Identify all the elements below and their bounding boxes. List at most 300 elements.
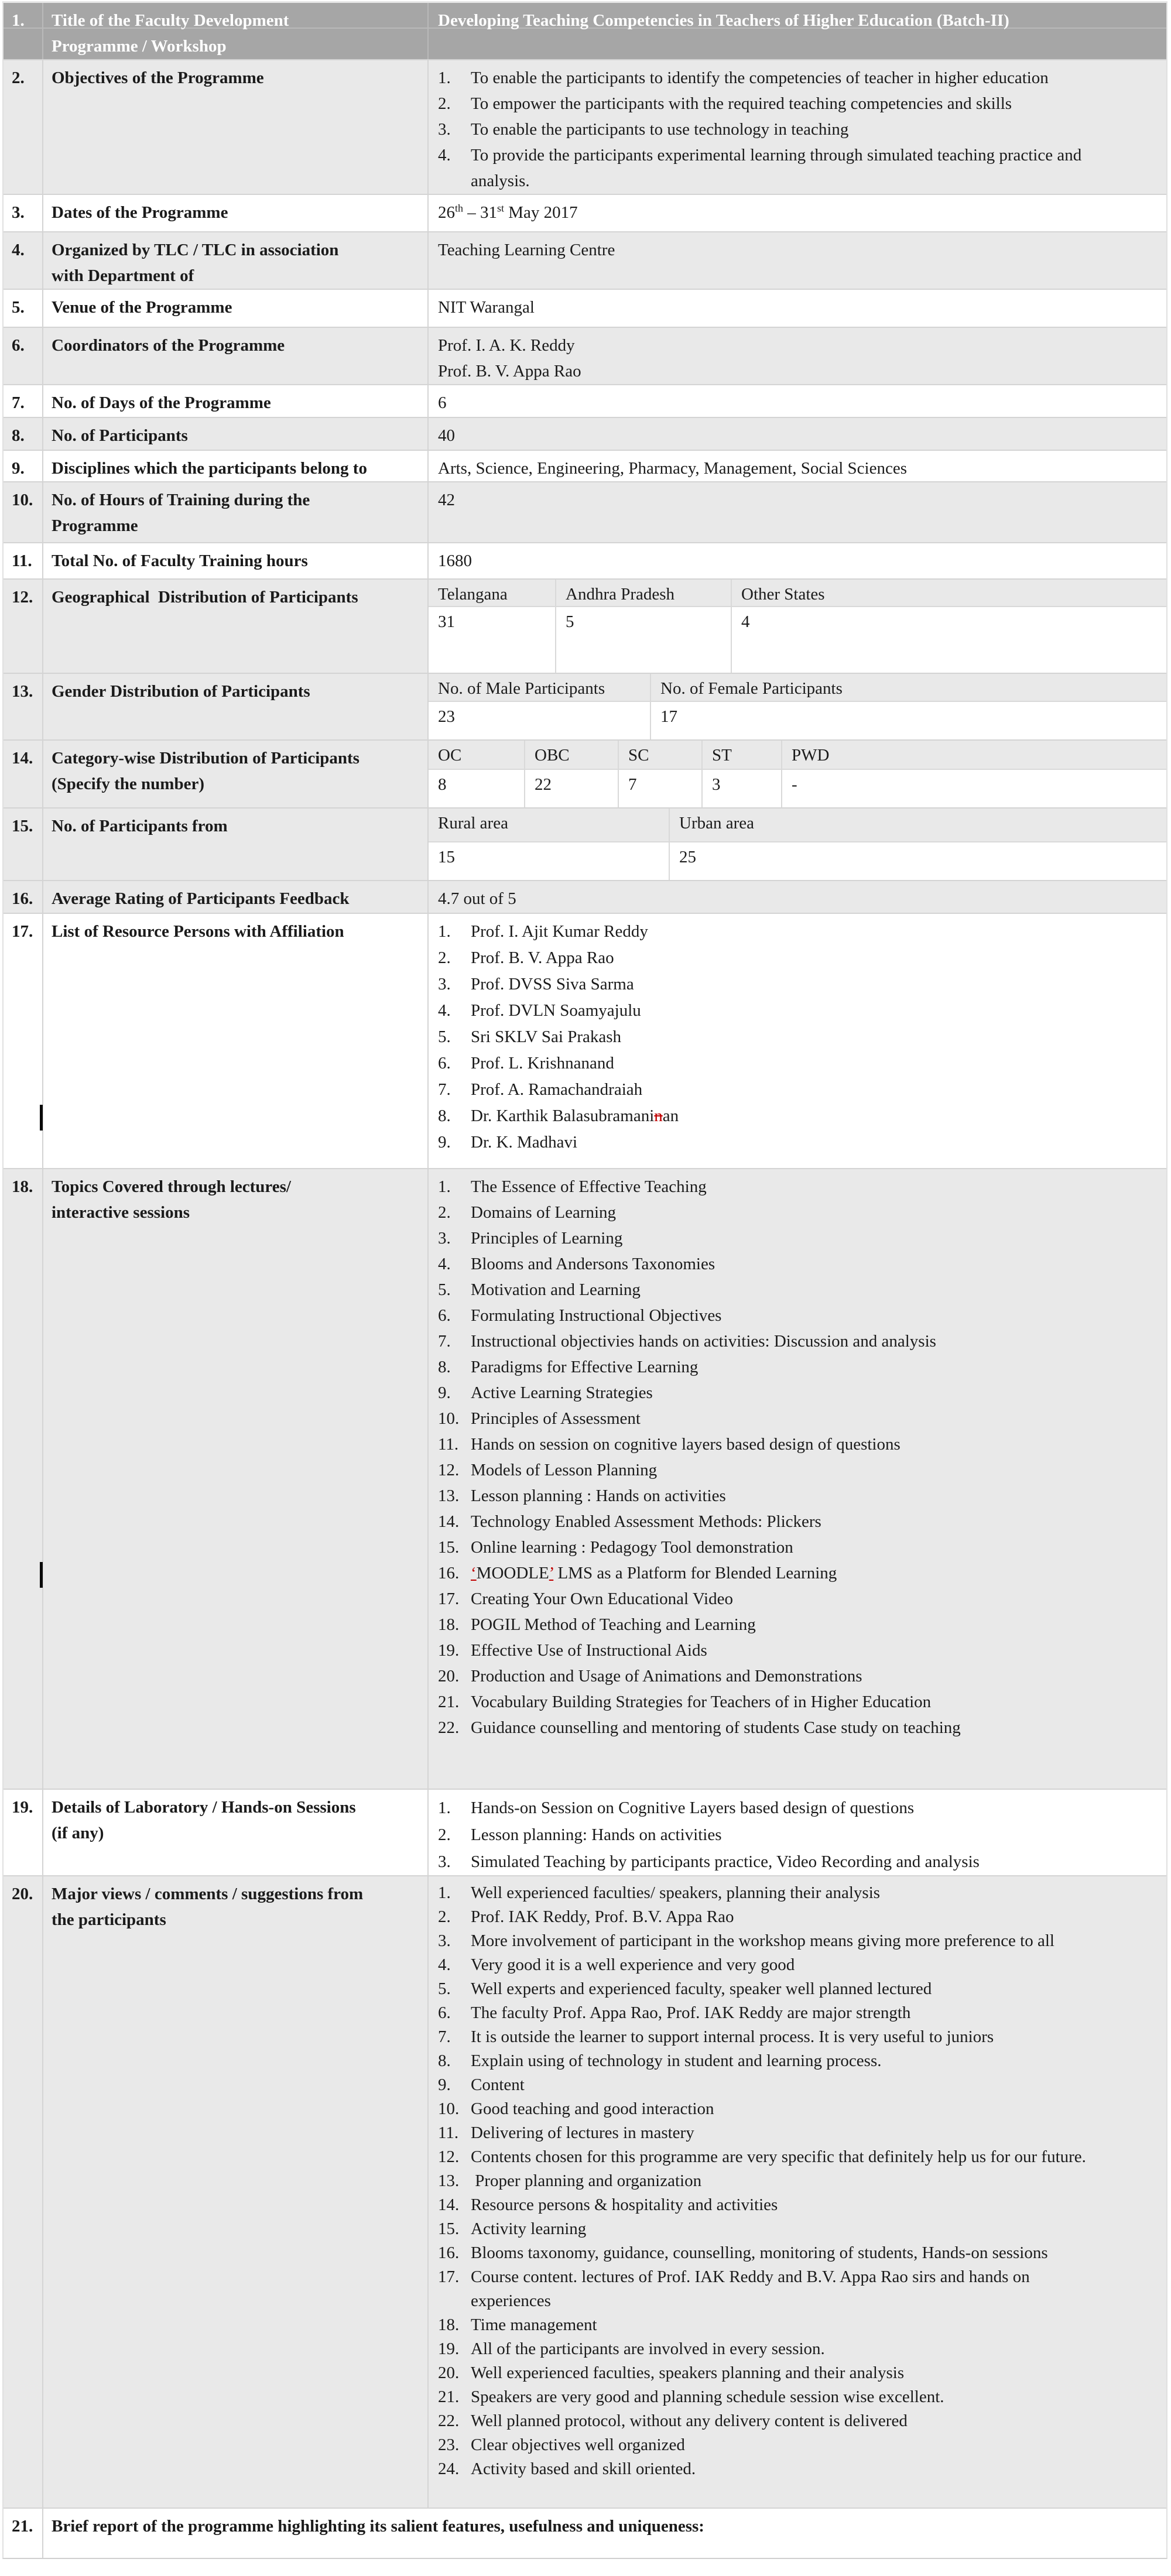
- list-item-text: POGIL Method of Teaching and Learning: [471, 1615, 756, 1634]
- list-item-text: Blooms taxonomy, guidance, counselling, monitoring of students, Hands-on sessions: [471, 2243, 1048, 2262]
- value-text: 6: [438, 393, 447, 412]
- list-item-number: 3.: [438, 1931, 451, 1950]
- list-item-number: 6.: [438, 1054, 451, 1073]
- value-list: [438, 65, 1157, 194]
- sub-table-header-row: [429, 674, 1166, 702]
- sub-table-header-cell: ST: [703, 741, 782, 769]
- report-table: [2, 1, 1167, 2559]
- list-item-text: To empower the participants with the required teaching competencies and skills: [471, 94, 1012, 113]
- list-item-number: 5.: [438, 1280, 451, 1299]
- list-item: [438, 1251, 1157, 1277]
- row-label: No. of Participants: [43, 418, 429, 450]
- sub-table-value-cell: 25: [679, 848, 696, 866]
- list-item-number: 10.: [438, 2099, 460, 2118]
- row-label: [43, 3, 429, 59]
- list-item-text: Explain using of technology in student and learning process.: [471, 2051, 882, 2070]
- list-item-text: Sri SKLV Sai Prakash: [471, 1027, 622, 1046]
- row-number: 11.: [4, 543, 43, 578]
- row-label-line: Category-wise Distribution of Participants: [52, 749, 359, 768]
- list-item-number: 13.: [438, 1486, 460, 1505]
- list-item: [438, 1509, 1157, 1534]
- change-bar: [40, 1105, 43, 1131]
- row-value: [429, 881, 1166, 913]
- list-item: [438, 1380, 1157, 1406]
- list-item: [438, 2073, 1157, 2097]
- row-label: Brief report of the programme highlighting its salient features, usefulness and uniqueness:: [52, 2517, 704, 2536]
- list-item: [438, 1689, 1157, 1715]
- list-item: [438, 1174, 1157, 1200]
- list-item-text: Creating Your Own Educational Video: [471, 1590, 733, 1608]
- list-item-text: Clear objectives well organized: [471, 2435, 685, 2454]
- list-item: [438, 1929, 1157, 1953]
- row-label: Total No. of Faculty Training hours: [43, 543, 429, 578]
- list-item-number: 22.: [438, 2411, 460, 2430]
- sub-table-header-row: [429, 809, 1166, 842]
- list-item-number: 8.: [438, 2051, 451, 2070]
- list-item: [438, 142, 1157, 194]
- sub-table-value-cell: -: [792, 775, 797, 794]
- row-value: [429, 543, 1166, 578]
- list-item-text: All of the participants are involved in every session.: [471, 2339, 825, 2358]
- row-label-line: the participants: [52, 1910, 166, 1929]
- list-item-number: 5.: [438, 1027, 451, 1046]
- list-item-number: 22.: [438, 1718, 460, 1737]
- list-item-number: 1.: [438, 1883, 451, 1902]
- text-run: st: [497, 202, 504, 214]
- list-item: [438, 1200, 1157, 1225]
- value-text: 40: [438, 426, 455, 445]
- list-item: [438, 2145, 1157, 2169]
- row-value: [429, 1876, 1166, 2508]
- list-item: [438, 1225, 1157, 1251]
- list-item-number: 4.: [438, 1955, 451, 1974]
- text-run: LMS as a Platform for Blended Learning: [553, 1564, 837, 1582]
- list-item-text: More involvement of participant in the workshop means giving more preference to all: [471, 1931, 1054, 1950]
- list-item-text: Paradigms for Effective Learning: [471, 1358, 699, 1376]
- list-item-text: Lesson planning: Hands on activities: [471, 1825, 722, 1844]
- list-item: [438, 1077, 1157, 1103]
- list-item-text: Principles of Learning: [471, 1229, 623, 1248]
- row-number: 18.: [4, 1169, 43, 1789]
- list-item-number: 3.: [438, 975, 451, 994]
- row-label: No. of Participants from: [43, 809, 429, 880]
- list-item-number: 6.: [438, 1306, 451, 1325]
- list-item-number: 10.: [438, 1409, 460, 1428]
- row-value: [429, 195, 1166, 231]
- list-item-text: Time management: [471, 2315, 597, 2334]
- list-item-number: 20.: [438, 2363, 460, 2382]
- list-item-number: 20.: [438, 1667, 460, 1686]
- sub-table-header-cell: OC: [429, 741, 525, 769]
- list-item-number: 7.: [438, 1332, 451, 1351]
- sub-table-value-row: [429, 842, 1166, 880]
- list-item: [438, 117, 1157, 142]
- text-run: an: [662, 1107, 679, 1125]
- list-item-number: 3.: [438, 120, 451, 139]
- table-row: [4, 417, 1166, 450]
- row-number: 1.: [4, 3, 43, 59]
- list-item: [438, 1848, 1157, 1875]
- row-value: [429, 1169, 1166, 1789]
- sub-table-value-cell: 8: [429, 770, 525, 807]
- list-item-text: It is outside the learner to support internal process. It is very useful to juniors: [471, 2027, 994, 2046]
- list-item-text: Prof. I. Ajit Kumar Reddy: [471, 922, 648, 941]
- row-label: [43, 482, 429, 542]
- table-row: [4, 739, 1166, 807]
- sub-table-value-row: [429, 702, 1166, 739]
- list-item-text: Activity based and skill oriented.: [471, 2459, 696, 2478]
- list-item-number: 21.: [438, 2387, 460, 2406]
- list-item: [438, 1483, 1157, 1509]
- list-item-text: Instructional objectivies hands on activities: Discussion and analysis: [471, 1332, 936, 1351]
- list-item: [438, 1612, 1157, 1638]
- row-number: 20.: [4, 1876, 43, 2508]
- sub-table-value-cell: 5: [556, 607, 732, 673]
- list-item-number: 18.: [438, 1615, 460, 1634]
- sub-table-header-cell: Urban area: [679, 814, 754, 833]
- row-number: 8.: [4, 418, 43, 450]
- value-text: NIT Warangal: [438, 298, 535, 317]
- row-label: No. of Days of the Programme: [43, 385, 429, 417]
- row-label: Average Rating of Participants Feedback: [43, 881, 429, 913]
- list-item: [438, 1560, 1157, 1586]
- list-item-number: 16.: [438, 2243, 460, 2262]
- list-item-number: 1.: [438, 1177, 451, 1196]
- list-item: [438, 1638, 1157, 1663]
- sub-table-value-cell: 3: [703, 770, 782, 807]
- list-item: [438, 1881, 1157, 1905]
- list-item-text: Dr. K. Madhavi: [471, 1133, 578, 1152]
- list-item-text: Well experienced faculties, speakers planning and their analysis: [471, 2363, 905, 2382]
- list-item-text: Active Learning Strategies: [471, 1383, 653, 1402]
- list-item-number: 9.: [438, 2075, 451, 2094]
- row-number: 3.: [4, 195, 43, 231]
- list-item: [438, 1457, 1157, 1483]
- sub-table: [429, 741, 1166, 807]
- row-label: Gender Distribution of Participants: [43, 674, 429, 739]
- list-item-text: Motivation and Learning: [471, 1280, 641, 1299]
- value-text: Arts, Science, Engineering, Pharmacy, Management, Social Sciences: [438, 459, 907, 478]
- list-item: [438, 2457, 1157, 2481]
- text-run: ‘: [471, 1564, 477, 1582]
- list-item-number: 24.: [438, 2459, 460, 2478]
- list-item-number: 13.: [438, 2171, 460, 2190]
- text-run: n: [654, 1107, 663, 1125]
- table-row: [4, 880, 1166, 913]
- list-item-text: Guidance counselling and mentoring of students Case study on teaching: [471, 1718, 961, 1737]
- list-item: [438, 1103, 1157, 1129]
- list-item-number: 4.: [438, 1001, 451, 1020]
- row-label-line: No. of Hours of Training during the: [52, 491, 310, 509]
- list-item: [438, 2385, 1157, 2409]
- row-label: Geographical Distribution of Participants: [43, 580, 429, 673]
- row-label-line: Title of the Faculty Development: [52, 11, 289, 30]
- list-item-text: Prof. L. Krishnanand: [471, 1054, 614, 1073]
- row-value: [429, 914, 1166, 1168]
- list-item-text: Formulating Instructional Objectives: [471, 1306, 722, 1325]
- list-item: [438, 1663, 1157, 1689]
- value-list: [438, 1794, 1157, 1875]
- row-label: [43, 1169, 429, 1789]
- table-row: [4, 3, 1166, 59]
- row-label: [43, 1876, 429, 2508]
- list-item-text: Models of Lesson Planning: [471, 1461, 658, 1479]
- list-item: [438, 2169, 1157, 2193]
- list-item: [438, 1328, 1157, 1354]
- list-item-number: 1.: [438, 1799, 451, 1817]
- row-value: [429, 232, 1166, 289]
- row-label: Disciplines which the participants belong to: [43, 451, 429, 481]
- list-item-text: Activity learning: [471, 2219, 587, 2238]
- text-run: th: [455, 202, 463, 214]
- list-item-number: 14.: [438, 2195, 460, 2214]
- table-row: [4, 673, 1166, 739]
- table-row: [4, 450, 1166, 481]
- row-number: 10.: [4, 482, 43, 542]
- list-item: [438, 2409, 1157, 2433]
- row-label: [43, 1790, 429, 1875]
- row-value: [429, 3, 1166, 59]
- text-run: May 2017: [504, 203, 578, 222]
- text-run: 26: [438, 203, 455, 222]
- list-item: [438, 1794, 1157, 1821]
- list-item-number: 23.: [438, 2435, 460, 2454]
- list-item-text: Prof. A. Ramachandraiah: [471, 1080, 643, 1099]
- sub-table-value-cell: 15: [429, 842, 670, 880]
- sub-table-value-cell: 22: [525, 770, 619, 807]
- sub-table: [429, 580, 1166, 673]
- text-run: Course content. lectures of Prof. IAK Reddy and B.V. Appa Rao sirs and hands on: [471, 2267, 1030, 2286]
- sub-table-header-row: [429, 741, 1166, 770]
- list-item-text: Proper planning and organization: [471, 2171, 702, 2190]
- list-item-text: The Essence of Effective Teaching: [471, 1177, 707, 1196]
- text-run: experiences: [471, 2291, 551, 2310]
- list-item-number: 2.: [438, 1825, 451, 1844]
- table-row: [4, 1789, 1166, 1875]
- value-text: [438, 200, 1157, 225]
- list-item: [438, 1303, 1157, 1328]
- list-item-number: 18.: [438, 2315, 460, 2334]
- text-run: MOODLE: [476, 1564, 549, 1582]
- value-text: 42: [438, 491, 455, 509]
- list-item-number: 11.: [438, 2123, 459, 2142]
- table-row: [4, 481, 1166, 542]
- list-item: [438, 919, 1157, 945]
- sub-table: [429, 809, 1166, 880]
- table-row: [4, 542, 1166, 578]
- value-text: Developing Teaching Competencies in Teachers of Higher Education (Batch-II): [438, 11, 1009, 30]
- row-number: 7.: [4, 385, 43, 417]
- list-item-text: Production and Usage of Animations and Demonstrations: [471, 1667, 862, 1686]
- list-item-number: 2.: [438, 1907, 451, 1926]
- row-number: 19.: [4, 1790, 43, 1875]
- list-item-text: Blooms and Andersons Taxonomies: [471, 1255, 715, 1273]
- list-item: [438, 1534, 1157, 1560]
- list-item-text: The faculty Prof. Appa Rao, Prof. IAK Reddy are major strength: [471, 2003, 911, 2022]
- sub-table-value-cell: 17: [660, 707, 677, 726]
- sub-table-header-cell: Telangana: [429, 580, 556, 606]
- list-item-number: 3.: [438, 1852, 451, 1871]
- list-item-text: [471, 2265, 1157, 2313]
- list-item-number: 21.: [438, 1693, 460, 1711]
- row-label: Coordinators of the Programme: [43, 328, 429, 384]
- table-row: [4, 913, 1166, 1168]
- sub-table-header-cell: SC: [619, 741, 703, 769]
- list-item: [438, 1431, 1157, 1457]
- list-item: [438, 1024, 1157, 1050]
- list-item: [438, 65, 1157, 91]
- sub-table-header-cell: Other States: [741, 585, 825, 604]
- sub-table-header-cell: No. of Female Participants: [660, 679, 843, 698]
- value-list: [438, 919, 1157, 1156]
- row-label: Venue of the Programme: [43, 290, 429, 327]
- list-item: [438, 2121, 1157, 2145]
- list-item: [438, 2361, 1157, 2385]
- row-label: [43, 741, 429, 807]
- list-item: [438, 2049, 1157, 2073]
- list-item-text: [471, 1560, 1157, 1586]
- list-item: [438, 1129, 1157, 1156]
- list-item-number: 1.: [438, 68, 451, 87]
- list-item: [438, 1586, 1157, 1612]
- row-number: 12.: [4, 580, 43, 673]
- list-item: [438, 1905, 1157, 1929]
- list-item-text: To enable the participants to use technology in teaching: [471, 120, 849, 139]
- list-item: [438, 1406, 1157, 1431]
- row-label-line: interactive sessions: [52, 1203, 190, 1222]
- sub-table-value-cell: 31: [429, 607, 556, 673]
- sub-table-value-cell: 23: [429, 702, 651, 739]
- list-item: [438, 91, 1157, 117]
- row-value: [429, 60, 1166, 194]
- row-value: [429, 1790, 1166, 1875]
- row-number: 17.: [4, 914, 43, 1168]
- list-item-text: Well experienced faculties/ speakers, planning their analysis: [471, 1883, 881, 1902]
- row-label-line: Organized by TLC / TLC in association: [52, 241, 339, 259]
- list-item-text: Vocabulary Building Strategies for Teachers of in Higher Education: [471, 1693, 932, 1711]
- table-row: [4, 289, 1166, 327]
- list-item-number: 7.: [438, 2027, 451, 2046]
- row-number: 15.: [4, 809, 43, 880]
- value-text: Teaching Learning Centre: [438, 241, 615, 259]
- list-item-number: 2.: [438, 94, 451, 113]
- list-item-number: 9.: [438, 1383, 451, 1402]
- row-number: 13.: [4, 674, 43, 739]
- list-item-number: 11.: [438, 1435, 459, 1454]
- sub-table-value-cell: 7: [619, 770, 703, 807]
- list-item: [438, 945, 1157, 971]
- row-value: [429, 328, 1166, 384]
- list-item-text: Prof. IAK Reddy, Prof. B.V. Appa Rao: [471, 1907, 734, 1926]
- list-item: [438, 1277, 1157, 1303]
- list-item: [438, 1977, 1157, 2001]
- list-item: [438, 2097, 1157, 2121]
- row-label-line: Programme: [52, 516, 138, 535]
- row-number: 2.: [4, 60, 43, 194]
- row-number: 14.: [4, 741, 43, 807]
- value-text: 1680: [438, 551, 472, 570]
- list-item: [438, 1821, 1157, 1848]
- list-item-number: 2.: [438, 1203, 451, 1222]
- list-item-number: 9.: [438, 1133, 451, 1152]
- list-item: [438, 2433, 1157, 2457]
- row-label-line: Details of Laboratory / Hands-on Sessions: [52, 1798, 356, 1817]
- list-item-number: 19.: [438, 2339, 460, 2358]
- sub-table-header-cell: Rural area: [429, 809, 670, 841]
- list-item-number: 12.: [438, 1461, 460, 1479]
- sub-table-header-cell: Andhra Pradesh: [556, 580, 732, 606]
- table-row: [4, 59, 1166, 194]
- list-item: [438, 2265, 1157, 2313]
- list-item-number: 15.: [438, 1538, 460, 1557]
- row-label-line: (Specify the number): [52, 775, 204, 793]
- list-item-text: Delivering of lectures in mastery: [471, 2123, 694, 2142]
- table-row: [4, 807, 1166, 880]
- sub-table-value-row: [429, 770, 1166, 807]
- row-label-line: with Department of: [52, 266, 194, 285]
- table-row: [4, 231, 1166, 289]
- sub-table-header-cell: PWD: [792, 746, 830, 765]
- row-value: [429, 809, 1166, 880]
- list-item: [438, 1050, 1157, 1077]
- value-line: Prof. I. A. K. Reddy: [438, 336, 575, 355]
- list-item-text: Simulated Teaching by participants practice, Video Recording and analysis: [471, 1852, 980, 1871]
- value-text: 4.7 out of 5: [438, 889, 516, 908]
- list-item: [438, 2217, 1157, 2241]
- row-label-line: (if any): [52, 1824, 104, 1842]
- sub-table: [429, 674, 1166, 739]
- list-item-number: 8.: [438, 1107, 451, 1125]
- sub-table-header-row: [429, 580, 1166, 607]
- list-item-text: Contents chosen for this programme are very specific that definitely help us for our future.: [471, 2147, 1086, 2166]
- list-item-number: 1.: [438, 922, 451, 941]
- list-item: [438, 2001, 1157, 2025]
- row-number: 4.: [4, 232, 43, 289]
- list-item: [438, 1715, 1157, 1741]
- list-item-text: Good teaching and good interaction: [471, 2099, 714, 2118]
- table-row: [4, 1168, 1166, 1789]
- table-row: [4, 194, 1166, 231]
- list-item-number: 17.: [438, 1590, 460, 1608]
- text-run: analysis.: [471, 172, 530, 190]
- list-item-number: 16.: [438, 1564, 460, 1582]
- list-item: [438, 2025, 1157, 2049]
- list-item: [438, 2313, 1157, 2337]
- list-item-number: 8.: [438, 1358, 451, 1376]
- value-line: Prof. B. V. Appa Rao: [438, 362, 581, 381]
- list-item-text: Very good it is a well experience and very good: [471, 1955, 795, 1974]
- row-value: [429, 482, 1166, 542]
- sub-table-header-cell: OBC: [525, 741, 619, 769]
- list-item: [438, 1953, 1157, 1977]
- table-row: [4, 384, 1166, 417]
- row-label-line: Programme / Workshop: [52, 37, 227, 56]
- row-value: [429, 290, 1166, 327]
- list-item-number: 17.: [438, 2267, 460, 2286]
- row-number: 9.: [4, 451, 43, 481]
- list-item-number: 14.: [438, 1512, 460, 1531]
- sub-table-value-cell: 4: [741, 612, 750, 631]
- list-item-text: [471, 1103, 1157, 1129]
- row-value: [429, 674, 1166, 739]
- list-item-text: Principles of Assessment: [471, 1409, 641, 1428]
- list-item-text: Lesson planning : Hands on activities: [471, 1486, 726, 1505]
- list-item: [438, 1354, 1157, 1380]
- list-item-text: Speakers are very good and planning schedule session wise excellent.: [471, 2387, 944, 2406]
- row-number: 5.: [4, 290, 43, 327]
- text-run: To provide the participants experimental learning through simulated teaching practice and: [471, 146, 1082, 165]
- row-label: List of Resource Persons with Affiliation: [43, 914, 429, 1168]
